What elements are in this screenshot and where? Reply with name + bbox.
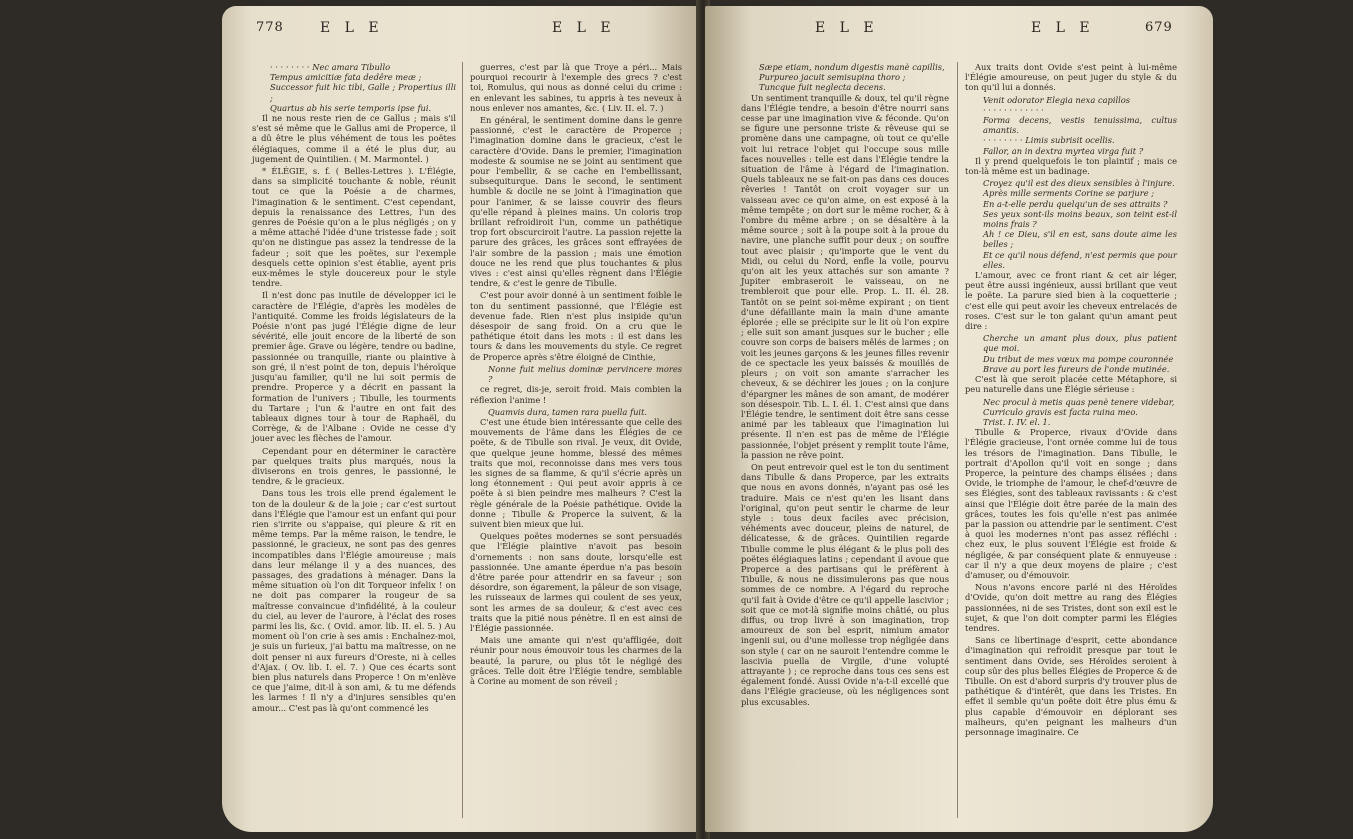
verse-line: Forma decens, vestis tenuissima, cultus amantis. xyxy=(983,115,1177,136)
verse-line: Nonne fuit melius dominæ pervincere mores ? xyxy=(488,363,682,385)
verse-line: Cherche un amant plus doux, plus patient que moi. xyxy=(983,333,1177,354)
paragraph: ce regret, dis-je, seroit froid. Mais combien la réflexion l'anime ! xyxy=(470,384,682,405)
right-column-1 xyxy=(741,62,949,709)
verse-line: En a-t-elle perdu quelqu'un de ses attraits ? xyxy=(983,198,1168,209)
paragraph: Tibulle & Properce, rivaux d'Ovide dans l'Élégie gracieuse, l'ont ornée comme lui de tous les trésors de l'imagination. Dans Tibulle, le portrait d'Apollon qu'il voit en songe ; dans Properce, la peinture des champs élisées ; dans Ovide, le triomphe de l'amour, le chef-d'œuvre de ses Élégies, sont des tableaux ravissants : & c'est ainsi que l'Élégie doit être parée de la main des grâces, toutes les fois qu'elle n'est pas animée par la passion ou attendrie par le sentiment. C'est à quoi les modernes n'ont pas assez réfléchi : chez eux, le plus souvent l'Élégie est froide & négligée, & par conséquent plate & ennuyeuse : car il n'y a que deux moyens de plaire ; c'est d'amuser, ou d'émouvoir. xyxy=(965,427,1177,580)
verse-line: Quamvis dura, tamen rara puella fuit. xyxy=(488,406,648,417)
paragraph: Dans tous les trois elle prend également le ton de la douleur & de la joie ; car c'est surtout dans l'Élégie que l'amour est un enfant qui pour rien s'irrite ou s'appaise, qui pleure & rit en même temps. Par la même raison, le tendre, le passionné, le gracieux, ne sont pas des genres incompatibles dans l'Élégie amoureuse ; mais dans leur mélange il y a des nuances, des passages, des gradations à ménager. Dans la même situation où l'on dit Torqueor infelix ! on ne doit pas comparer la rougeur de sa maîtresse convaincue d'infidélité, à la couleur du ciel, au lever de l'aurore, à l'éclat des roses parmi les lis, &c. ( Ovid. amor. lib. II. el. 5. ) Au moment où l'on crie à ses amis : Enchaînez-moi, je suis un furieux, j'ai battu ma maîtresse, on ne doit penser ni aux fureurs d'Oreste, ni à celles d'Ajax. ( Ov. lib. I. el. 7. ) Que ces écarts sont bien plus naturels dans Properce ! On m'enlève ce que j'aime, dit-il à son ami, & tu me défends les larmes ! Il n'y a d'injures sensibles qu'en amour... C'est pas là qu'ont commencé les xyxy=(252,488,456,713)
left-column-2 xyxy=(470,62,682,688)
column-rule xyxy=(462,62,463,818)
left-column-1 xyxy=(252,62,456,715)
verse-line: Quartus ab his serie temporis ipse fui. xyxy=(270,102,432,113)
paragraph: C'est pour avoir donné à un sentiment foible le ton du sentiment passionné, que l'Élégie est devenue fade. Rien n'est plus insipide qu'un désespoir de sang froid. On a cru que le pathétique étoit dans les mots : il est dans les tours & dans les mouvements du style. Ce regret de Properce après s'être éloigné de Cinthie, xyxy=(470,290,682,362)
right-running-head xyxy=(705,20,1213,42)
verse-line: Trist. I. IV. el. 1. xyxy=(983,416,1051,427)
verse-line: Sæpe etiam, nondum digestis manè capillis, xyxy=(759,62,945,72)
verse-line: · · · · · · · · · · · · xyxy=(983,104,1044,115)
verse-line: Nec procul à metis quas penè tenere videbar, xyxy=(983,396,1175,407)
paragraph: C'est une étude bien intéressante que celle des mouvements de l'âme dans les Élégies de ce poëte, & de Tibulle son rival. Je veux, dit Ovide, que quelque jeune homme, blessé des mêmes traits que moi, reconnoisse dans mes vers tous les signes de sa flamme, & qu'il s'écrie après un long étonnement : Qui peut avoir appris à ce poëte à si bien peindre mes malheurs ? C'est la règle générale de la Poésie pathétique. Ovide la donne ; Tibulle & Properce la suivent, & la suivent bien mieux que lui. xyxy=(470,416,682,529)
verse-line: Et ce qu'il nous défend, n'est permis que pour elles. xyxy=(983,249,1177,270)
paragraph: * ÉLÉGIE, s. f. ( Belles-Lettres ). L'Élégie, dans sa simplicité touchante & noble, réunit tout ce que la Poésie a de charmes, l'imagination & le sentiment. C'est cependant, depuis la renaissance des Lettres, l'un des genres de Poésie qu'on a le plus négligés ; on y a même attaché l'idée d'une tristesse fade ; soit qu'on ne distingue pas assez la tendresse de la fadeur ; soit que les poëtes, sur l'exemple desquels cette opinion s'est établie, ayent pris eux-mêmes le style doucereux pour le style tendre. xyxy=(252,166,456,289)
paragraph: Cependant pour en déterminer le caractère par quelques traits plus marqués, nous la diviserons en trois genres, le passionné, le tendre, & le gracieux. xyxy=(252,445,456,487)
verse-line: Ses yeux sont-ils moins beaux, son teint est-il moins frais ? xyxy=(983,208,1177,230)
verse-line: Curriculo gravis est facta ruina meo. xyxy=(983,406,1138,417)
verse-line: Venit odorator Elegia nexa capillos xyxy=(983,94,1131,105)
paragraph: Sans ce libertinage d'esprit, cette abondance d'imagination qui refroidit presque par tout le sentiment dans Ovide, ses Héroïdes seroient à coup sûr des plus belles Élégies de Properce & de Tibulle. On est d'abord surpris d'y trouver plus de pathétique & d'intérêt, que dans les Tristes. En effet il semble qu'un poëte doit être plus ému & plus capable d'émouvoir en déplorant ses malheurs, qu'en peignant les malheurs d'un personnage imaginaire. Ce xyxy=(965,635,1177,737)
left-page-number: 778 xyxy=(256,20,284,35)
paragraph: Nous n'avons encore parlé ni des Héroïdes d'Ovide, qu'on doit mettre au rang des Élégies passionnées, ni de ses Tristes, dont son exil est le sujet, & que l'on doit compter parmi les Élégies tendres. xyxy=(965,582,1177,633)
paragraph: Il y prend quelquefois le ton plaintif ; mais ce ton-là même est un badinage. xyxy=(965,155,1177,177)
verse-line: · · · · · · · · Nec amara Tibullo xyxy=(270,62,391,72)
verse-line: Ah ! ce Dieu, s'il en est, sans doute aime les belles ; xyxy=(983,229,1177,250)
left-head-col1: E L E xyxy=(320,20,384,36)
verse-line: · · · · · · · · Limis subrisit ocellis. xyxy=(983,135,1115,146)
paragraph: En général, le sentiment domine dans le genre passionné, c'est le caractère de Properce ; l'imagination domine dans le gracieux, c'est le caractère d'Ovide. Dans le premier, l'imagination modeste & soumise ne se joint au sentiment que pour l'embellir, & se cache en l'embellissant, subsequiturque. Dans le second, le sentiment humble & docile ne se joint à l'imagination que pour l'animer, & se laisse couvrir des fleurs qu'elle répand à pleines mains. Un coloris trop brillant refroidiroit l'un, comme un pathétique trop fort obscurciroit l'autre. La passion rejette la parure des grâces, les grâces sont effrayées de l'air sombre de la passion ; mais une émotion douce ne les rend que plus touchantes & plus vives : c'est ainsi qu'elles règnent dans l'Élégie tendre, & c'est le genre de Tibulle. xyxy=(470,115,682,289)
paragraph: Il n'est donc pas inutile de développer ici le caractère de l'Élégie, d'après les modèles de l'antiquité. Comme les froids législateurs de la Poésie n'ont pas jugé l'Élégie digne de leur sévérité, elle jouit encore de la liberté de son premier âge. Grave ou légère, tendre ou badine, passionnée ou tranquille, riante ou plaintive à son gré, il n'est point de ton, depuis l'héroïque jusqu'au familier, qu'il ne lui soit permis de prendre. Properce y a décrit en passant la formation de l'univers ; Tibulle, les tourments du Tartare ; l'un & l'autre en ont fait des tableaux dignes tour à tour de Raphaël, du Corrège, & de l'Albane : Ovide ne cesse d'y jouer avec les flèches de l'amour. xyxy=(252,290,456,444)
paragraph: C'est là que seroit placée cette Métaphore, si peu naturelle dans une Élégie sérieuse : xyxy=(965,374,1177,395)
right-page-number: 679 xyxy=(1145,20,1173,35)
paragraph: Quelques poëtes modernes se sont persuadés que l'Élégie plaintive n'avoit pas besoin d'ornements : non sans doute, lorsqu'elle est passionnée. Une amante éperdue n'a pas besoin d'être parée pour attendrir en sa faveur ; son désordre, son égarement, la pâleur de son visage, les ruisseaux de larmes qui coulent de ses yeux, sont les armes de sa douleur, & c'est avec ces traits que la pitié nous pénètre. Il en est ainsi de l'Élégie passionnée. xyxy=(470,531,682,633)
verse-line: Tempus amicitiæ fata dedêre meæ ; xyxy=(270,72,422,83)
verse-line: Du tribut de mes vœux ma pompe couronnée xyxy=(983,353,1174,364)
right-column-2 xyxy=(965,62,1177,739)
right-head-col1: E L E xyxy=(815,20,879,36)
left-running-head xyxy=(222,20,702,42)
paragraph: Aux traits dont Ovide s'est peint à lui-même l'Élégie amoureuse, on peut juger du style & du ton qu'il lui a donnés. xyxy=(965,62,1177,93)
verse-line: Après mille serments Corine se parjure ; xyxy=(983,188,1155,199)
verse-line: Successor fuit hic tibi, Galle ; Propertius illi ; xyxy=(270,82,456,103)
paragraph: Un sentiment tranquille & doux, tel qu'il règne dans l'Élégie tendre, a besoin d'être nourri sans cesse par une imagination vive & féconde. Qu'on se figure une personne triste & rêveuse qui se promène dans une campagne, où tout ce qu'elle voit lui retrace l'objet qui l'occupe sous mille faces nouvelles : telle est dans l'Élégie tendre la situation de l'âme à l'égard de l'imagination. Quels tableaux ne se fait-on pas dans ces douces rêveries ! Tantôt on croit voyager sur un vaisseau avec ce qu'on aime, on est exposé à la même tempête ; on dort sur le même rocher, & à l'ombre du même arbre ; on se désaltère à la même source ; soit à la poupe soit à la proue du navire, une planche suffit pour deux ; on souffre tout avec plaisir ; qu'importe que le vent du Midi, ou celui du Nord, enfle la voile, pourvu qu'on ait les yeux attachés sur son amante ? Jupiter embraseroit le vaisseau, on ne trembleroit que pour elle. Prop. L. II. él. 28. Tantôt on se peint soi-même expirant ; on tient d'une défaillante main la main d'une amante éplorée ; elle se précipite sur le lit où l'on expire ; elle suit son amant jusques sur le bucher ; elle couvre son corps de baisers mêlés de larmes ; on voit les jeunes garçons & les jeunes filles revenir de ce spectacle les yeux baissés & mouillés de pleurs ; on voit son amante s'arracher les cheveux, & se déchirer les joues ; on la conjure d'épargner les mânes de son amant, de modérer son désespoir. Tib. L. I. él. 1. C'est ainsi que dans l'Élégie tendre, le sentiment doit être sans cesse animé par les tableaux que l'imagination lui présente. Il n'en est pas de même de l'Élégie passionnée, l'objet présent y remplit toute l'âme, la passion ne rêve point. xyxy=(741,92,949,460)
paragraph: guerres, c'est par là que Troye a péri... Mais pourquoi recourir à l'exemple des grecs ? c'est toi, Romulus, qui nous as donné celui du crime : en enlevant les sabines, tu appris à tes neveux à nous enlever nos amantes, &c. ( Liv. II. el. 7. ) xyxy=(470,62,682,113)
left-page xyxy=(222,6,702,832)
column-rule xyxy=(957,62,958,818)
verse-line: Croyez qu'il est des dieux sensibles à l'injure. xyxy=(983,178,1175,189)
verse-line: Fallor, an in dextra myrtea virga fuit ? xyxy=(983,145,1144,156)
verse-line: Brave au port les fureurs de l'onde mutinée. xyxy=(983,363,1170,374)
left-head-col2: E L E xyxy=(552,20,616,36)
paragraph: Il ne nous reste rien de ce Gallus ; mais s'il s'est sé même que le Gallus ami de Properce, il a dû être le plus véhément de tous les poëtes élégiaques, comme il a été le plus dur, au jugement de Quintilien. ( M. Marmontel. ) xyxy=(252,113,456,164)
paragraph: On peut entrevoir quel est le ton du sentiment dans Tibulle & dans Properce, par les extraits que nous en avons donnés, n'ayant pas osé les traduire. Mais ce n'est qu'en les lisant dans l'original, qu'on peut sentir le charme de leur style : tous deux faciles avec précision, véhéments avec douceur, pleins de naturel, de délicatesse, & de grâces. Quintilien regarde Tibulle comme le plus élégant & le plus poli des poëtes élégiaques latins ; cependant il avoue que Properce a des partisans qui le préfèrent à Tibulle, & nous ne dissimulerons pas que nous sommes de ce nombre. A l'égard du reproche qu'il fait à Ovide d'être ce qu'il appelle lascivior ; soit que ce mot-là signifie moins châtié, ou plus diffus, ou trop livré à son imagination, trop amoureux de son bel esprit, nimium amator ingenii sui, ou d'une mollesse trop négligée dans son style ( car on ne sauroit l'entendre comme le lascivia puella de Virgile, d'une volupté attrayante ) ; ce reproche dans tous ces sens est également fondé. Aussi Ovide n'a-t-il excellé que dans l'Élégie gracieuse, où les négligences sont plus excusables. xyxy=(741,461,949,707)
verse-line: Tuncque fuit neglecta decens. xyxy=(759,82,886,93)
paragraph: Mais une amante qui n'est qu'affligée, doit réunir pour nous émouvoir tous les charmes de la beauté, la parure, ou plus tôt le négligé des grâces. Telle doit être l'Élégie tendre, semblable à Corine au moment de son réveil ; xyxy=(470,635,682,686)
paragraph: L'amour, avec ce front riant & cet air léger, peut être aussi ingénieux, aussi brillant que veut le poëte. La parure sied bien à la coquetterie ; c'est elle qui peut avoir les cheveux entrelacés de roses. C'est sur le ton galant qu'un amant peut dire : xyxy=(965,270,1177,332)
verse-line: Purpureo jacuit semisupina thoro ; xyxy=(759,72,906,83)
right-head-col2: E L E xyxy=(1031,20,1095,36)
right-page xyxy=(705,6,1213,832)
